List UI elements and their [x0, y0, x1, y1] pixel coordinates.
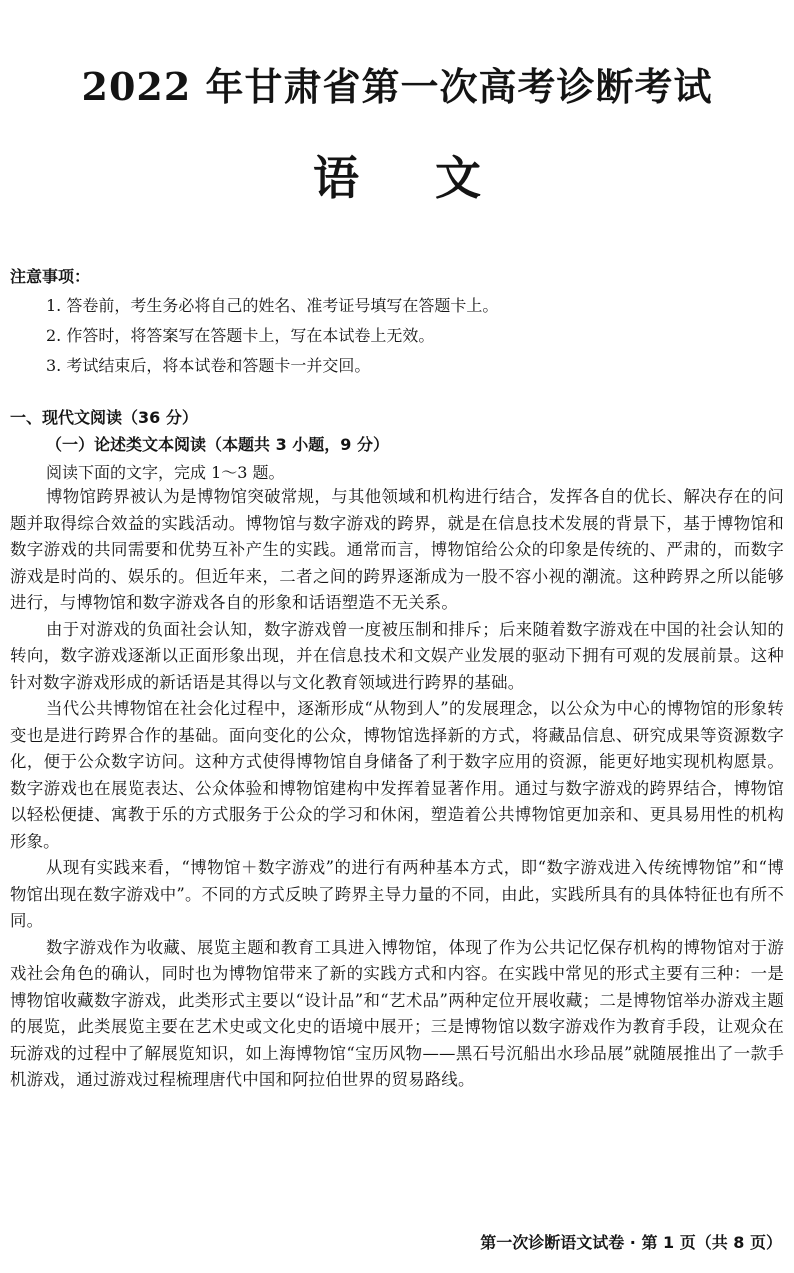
notice-heading: 注意事项： [10, 267, 91, 286]
subsection-heading: （一）论述类文本阅读（本题共 3 小题，9 分） [46, 435, 389, 454]
reading-passage [10, 484, 784, 1094]
exam-title: 2022 年甘肃省第一次高考诊断考试 [81, 64, 713, 109]
notice-item: 3. 考试结束后，将本试卷和答题卡一并交回。 [46, 356, 371, 375]
notice-item: 1. 答卷前，考生务必将自己的姓名、准考证号填写在答题卡上。 [46, 296, 499, 315]
reading-instruction: 阅读下面的文字，完成 1～3 题。 [46, 463, 285, 482]
passage-paragraph: 数字游戏作为收藏、展览主题和教育工具进入博物馆，体现了作为公共记忆保存机构的博物馆对于游戏社会角色的确认，同时也为博物馆带来了新的实践方式和内容。在实践中常见的形式主要有三种：一是博物馆收藏数字游戏，此类形式主要以“设计品”和“艺术品”两种定位开展收藏；二是博物馆举办游戏主题的展览，此类展览主要在艺术史或文化史的语境中展开；三是博物馆以数字游戏作为教育手段，让观众在玩游戏的过程中了解展览知识，如上海博物馆“宝历风物——黑石号沉船出水珍品展”就随展推出了一款手机游戏，通过游戏过程梳理唐代中国和阿拉伯世界的贸易路线。 [10, 937, 784, 1089]
notice-list [46, 291, 498, 381]
passage-paragraph: 当代公共博物馆在社会化过程中，逐渐形成“从物到人”的发展理念，以公众为中心的博物馆的形象转变也是进行跨界合作的基础。面向变化的公众，博物馆选择新的方式，将藏品信息、研究成果等资源数字化，便于公众数字访问。这种方式使得博物馆自身储备了利于数字应用的资源，能更好地实现机构愿景。数字游戏也在展览表达、公众体验和博物馆建构中发挥着显著作用。通过与数字游戏的跨界结合，博物馆以轻松便捷、寓教于乐的方式服务于公众的学习和休闲，塑造着公共博物馆更加亲和、更具易用性的机构形象。 [10, 699, 784, 851]
page-footer: 第一次诊断语文试卷 · 第 1 页（共 8 页） [480, 1233, 782, 1252]
passage-paragraph: 从现有实践来看，“博物馆＋数字游戏”的进行有两种基本方式，即“数字游戏进入传统博物馆”和“博物馆出现在数字游戏中”。不同的方式反映了跨界主导力量的不同，由此，实践所具有的具体特征也有所不同。 [10, 858, 784, 930]
subject-title: 语文 [313, 151, 557, 205]
notice-item: 2. 作答时，将答案写在答题卡上，写在本试卷上无效。 [46, 326, 435, 345]
section-heading: 一、现代文阅读（36 分） [10, 408, 198, 427]
passage-paragraph: 博物馆跨界被认为是博物馆突破常规，与其他领域和机构进行结合，发挥各自的优长、解决存在的问题并取得综合效益的实践活动。博物馆与数字游戏的跨界，就是在信息技术发展的背景下，基于博物馆和数字游戏的共同需要和优势互补产生的实践。通常而言，博物馆给公众的印象是传统的、严肃的，而数字游戏是时尚的、娱乐的。但近年来，二者之间的跨界逐渐成为一股不容小视的潮流。这种跨界之所以能够进行，与博物馆和数字游戏各自的形象和话语塑造不无关系。 [10, 487, 784, 612]
passage-paragraph: 由于对游戏的负面社会认知，数字游戏曾一度被压制和排斥；后来随着数字游戏在中国的社会认知的转向，数字游戏逐渐以正面形象出现，并在信息技术和文娱产业发展的驱动下拥有可观的发展前景。这种针对数字游戏形成的新话语是其得以与文化教育领域进行跨界的基础。 [10, 619, 784, 692]
